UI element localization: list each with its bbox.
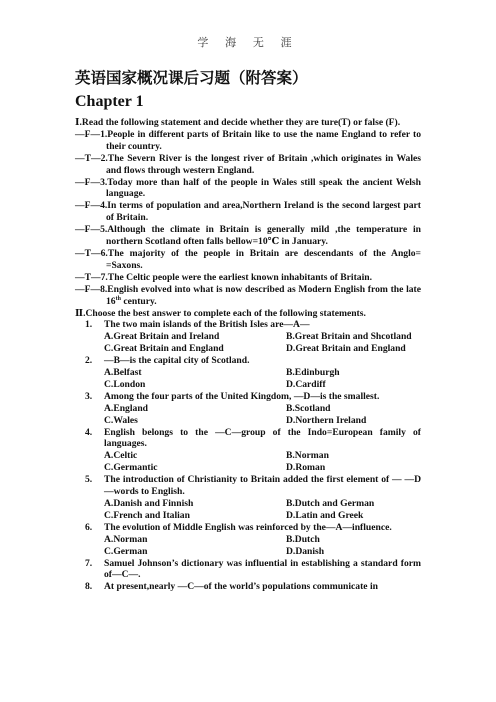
question <box>75 474 421 498</box>
option: C.French and Italian <box>104 509 190 521</box>
tf-item <box>75 284 421 308</box>
option: C.German <box>104 545 148 557</box>
tf-answer: —T— <box>75 247 101 259</box>
question <box>75 522 421 534</box>
option-row <box>75 403 421 415</box>
option: D.Latin and Greek <box>286 509 364 521</box>
option: A.Norman <box>104 533 148 545</box>
question <box>75 581 421 593</box>
option: B.Edinburgh <box>286 367 340 379</box>
question-number: 3. <box>85 390 93 402</box>
option-row <box>75 450 421 462</box>
option: C.London <box>104 378 146 390</box>
option: D.Danish <box>286 545 325 557</box>
option-row <box>75 462 421 474</box>
question-number: 4. <box>85 426 93 438</box>
option-row <box>75 415 421 427</box>
tf-answer: —F— <box>75 200 101 212</box>
superscript: th <box>115 295 121 302</box>
option-row <box>75 510 421 522</box>
question <box>75 427 421 451</box>
tf-item <box>75 248 421 272</box>
tf-item <box>75 129 421 153</box>
tf-answer: —T— <box>75 152 101 164</box>
question-number: 7. <box>85 557 93 569</box>
tf-statement: 6.The majority of the people in Britain are descendants of the Anglo= =Saxons. <box>100 247 421 271</box>
option-row <box>75 498 421 510</box>
question-text: The evolution of Middle English was reinforced by the—A—influence. <box>104 521 392 533</box>
tf-statement: 7.The Celtic people were the earliest known inhabitants of Britain. <box>100 271 372 283</box>
page-header: 学 海 无 涯 <box>197 37 299 49</box>
option: B.Dutch <box>286 533 320 545</box>
tf-statement: 3.Today more than half of the people in Wales still speak the ancient Welsh language. <box>100 176 421 200</box>
option: C.Wales <box>104 414 138 426</box>
question <box>75 355 421 367</box>
question-number: 8. <box>85 581 93 593</box>
option: A.England <box>104 402 148 414</box>
document-title: 英语国家概况课后习题（附答案） <box>75 70 308 87</box>
question-number: 1. <box>85 319 93 331</box>
tf-item <box>75 272 421 284</box>
question-text: —B—is the capital city of Scotland. <box>104 355 250 367</box>
question-number: 5. <box>85 474 93 486</box>
tf-answer: —F— <box>75 224 101 236</box>
section-1-heading: Ⅰ.Read the following statement and decide whether they are ture(T) or false (F). <box>75 117 401 128</box>
option-row <box>75 343 421 355</box>
tf-statement: 8.English evolved into what is now described as Modern English from the late 16th century. <box>100 283 421 307</box>
tf-item <box>75 200 421 224</box>
section-2-heading: Ⅱ.Choose the best answer to complete each of the following statements. <box>75 307 366 319</box>
option: B.Great Britain and Shcotland <box>286 331 412 343</box>
chapter-heading: Chapter 1 <box>75 93 144 110</box>
document-body <box>75 117 421 593</box>
tf-item <box>75 153 421 177</box>
question-text: At present,nearly —C—of the world’s populations communicate in <box>104 581 378 593</box>
option: B.Norman <box>286 450 329 462</box>
tf-statement: 1.People in different parts of Britain like to use the name England to refer to their country. <box>100 128 421 152</box>
tf-item <box>75 224 421 248</box>
tf-answer: —T— <box>75 271 101 283</box>
tf-answer: —F— <box>75 283 101 295</box>
option-row <box>75 331 421 343</box>
tf-statement: 4.In terms of population and area,Northern Ireland is the second largest part of Britain. <box>100 200 421 224</box>
option-row <box>75 379 421 391</box>
question-text: Among the four parts of the United Kingdom, —D—is the smallest. <box>104 390 380 402</box>
question-number: 2. <box>85 355 93 367</box>
option: B.Scotland <box>286 402 331 414</box>
tf-item <box>75 177 421 201</box>
question-text: Samuel Johnson’s dictionary was influential in establishing a standard form of—C—. <box>104 557 421 581</box>
question-text: The two main islands of the British Isles are—A— <box>104 319 310 331</box>
option: D.Great Britain and England <box>286 343 406 355</box>
option: C.Great Britain and England <box>104 343 224 355</box>
option: B.Dutch and German <box>286 498 375 509</box>
tf-statement: 2.The Severn River is the longest river of Britain ,which originates in Wales and flows through western England. <box>100 152 421 176</box>
option: A.Belfast <box>104 367 142 379</box>
option: D.Cardiff <box>286 378 326 390</box>
tf-statement: 5.Although the climate in Britain is generally mild ,the temperature in northern Scotland often falls bellow=10℃ in January. <box>100 224 421 248</box>
option: A.Danish and Finnish <box>104 498 194 509</box>
question-number: 6. <box>85 521 93 533</box>
question-text: English belongs to the —C—group of the Indo=European family of languages. <box>104 426 421 450</box>
option: D.Northern Ireland <box>286 414 367 426</box>
question-text: The introduction of Christianity to Britain added the first element of — —D—words to English. <box>104 474 421 498</box>
option: C.Germantic <box>104 462 158 474</box>
option: A.Celtic <box>104 450 138 462</box>
option-row <box>75 534 421 546</box>
tf-answer: —F— <box>75 176 101 188</box>
option-row <box>75 367 421 379</box>
question <box>75 558 421 582</box>
tf-answer: —F— <box>75 128 101 140</box>
question <box>75 319 421 331</box>
option: D.Roman <box>286 462 326 474</box>
option: A.Great Britain and Ireland <box>104 331 220 343</box>
question <box>75 391 421 403</box>
option-row <box>75 546 421 558</box>
